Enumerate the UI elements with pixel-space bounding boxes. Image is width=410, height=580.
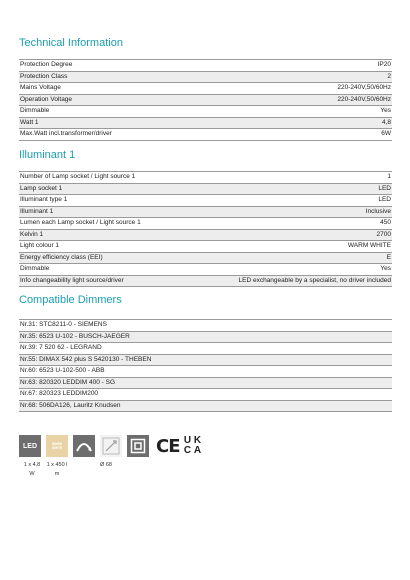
illuminant-table [19,171,392,287]
table-row [19,252,392,264]
row-label: Info changeability light source/driver [19,275,206,287]
warm-line1: WARM [51,442,63,446]
table-row [19,106,392,118]
row-value: LED exchangeable by a specialist, no driver included [206,275,393,287]
dimmers-heading: Compatible Dimmers [19,294,122,306]
row-value: E [206,252,393,264]
row-value: IP20 [206,60,393,72]
row-label: Dimmable [19,264,206,276]
warm-line2: WHITE [51,446,63,450]
table-row [19,275,392,287]
dimmable-icon [73,435,95,457]
list-item [19,377,392,389]
dimmer-name: Nr.55: DIMAX 542 plus S 5420130 - THEBEN [19,354,392,366]
row-value: 4,8 [206,117,393,129]
list-item [19,389,392,401]
illuminant-section [19,148,392,287]
ukca-a: A [193,445,202,456]
led-icon-label: LED [23,442,37,450]
table-row [19,83,392,95]
row-value: 450 [206,218,393,230]
row-value: LED [206,183,393,195]
row-label: Watt 1 [19,117,206,129]
illuminant-heading: Illuminant 1 [19,149,76,161]
row-value: 1 [206,172,393,184]
installation-icon [100,435,122,457]
list-item [19,400,392,412]
row-label: Protection Degree [19,60,206,72]
row-value: WARM WHITE [206,241,393,253]
list-item [19,343,392,355]
list-item [19,320,392,332]
row-label: Mains Voltage [19,83,206,95]
list-item [19,366,392,378]
row-value: Yes [206,264,393,276]
row-value: 2 [206,71,393,83]
row-label: Number of Lamp socket / Light source 1 [19,172,206,184]
row-label: Lumen each Lamp socket / Light source 1 [19,218,206,230]
dimmers-section [19,293,392,412]
table-row [19,264,392,276]
dimmer-name: Nr.68: 506DA126, Lauritz Knudsen [19,400,392,412]
row-value: 2700 [206,229,393,241]
certification-icons [19,433,203,459]
row-label: Max.Watt incl.transformer/driver [19,129,206,141]
conformity-marks [156,436,203,457]
table-row [19,206,392,218]
technical-heading: Technical Information [19,37,123,49]
row-value: Yes [206,106,393,118]
row-label: Illuminant 1 [19,206,206,218]
ukca-k: K [193,435,202,446]
table-row [19,229,392,241]
table-row [19,183,392,195]
table-row [19,129,392,141]
row-label: Lamp socket 1 [19,183,206,195]
dimmer-name: Nr.35: 6523 U-102 - BUSCH-JAEGER [19,331,392,343]
table-row [19,195,392,207]
technical-table [19,59,392,141]
table-row [19,241,392,253]
led-caption-bottom: W [29,471,35,477]
dimmer-name: Nr.39: 7 520 62 - LEGRAND [19,343,392,355]
row-label: Light colour 1 [19,241,206,253]
table-row [19,71,392,83]
row-label: Protection Class [19,71,206,83]
row-value: 220-240V,50/60Hz [206,83,393,95]
technical-section [19,36,392,141]
warm-caption-top: 1 x 450 l [46,462,68,468]
table-row [19,60,392,72]
row-label: Dimmable [19,106,206,118]
row-value: 220-240V,50/60Hz [206,94,393,106]
table-row [19,218,392,230]
led-caption-top: 1 x 4,8 [23,462,41,468]
table-row [19,172,392,184]
dimmer-name: Nr.67: 820323 LEDDIM200 [19,389,392,401]
ukca-u: U [183,435,192,446]
dim-caption: Ø 68 [100,462,112,468]
row-value: LED [206,195,393,207]
warm-caption-bottom: m [54,471,60,477]
ukca-c: C [183,445,192,456]
ce-mark-icon: CE [156,435,180,457]
list-item [19,354,392,366]
dimmer-name: Nr.60: 6523 U-102-500 - ABB [19,366,392,378]
table-row [19,94,392,106]
table-row [19,117,392,129]
led-icon [19,435,41,457]
list-item [19,331,392,343]
row-label: Energy efficiency class (EEI) [19,252,206,264]
row-label: Operation Voltage [19,94,206,106]
row-label: Kelvin 1 [19,229,206,241]
dimmer-name: Nr.63: 820320 LEDDIM 400 - SG [19,377,392,389]
warm-white-icon [46,435,68,457]
row-value: Inclusive [206,206,393,218]
row-value: 6W [206,129,393,141]
protection-class-2-icon [127,435,149,457]
row-label: Illuminant type 1 [19,195,206,207]
dimmer-name: Nr.31: STC8211-0 - SIEMENS [19,320,392,332]
ukca-mark-icon [183,436,203,456]
dimmers-table [19,319,392,412]
